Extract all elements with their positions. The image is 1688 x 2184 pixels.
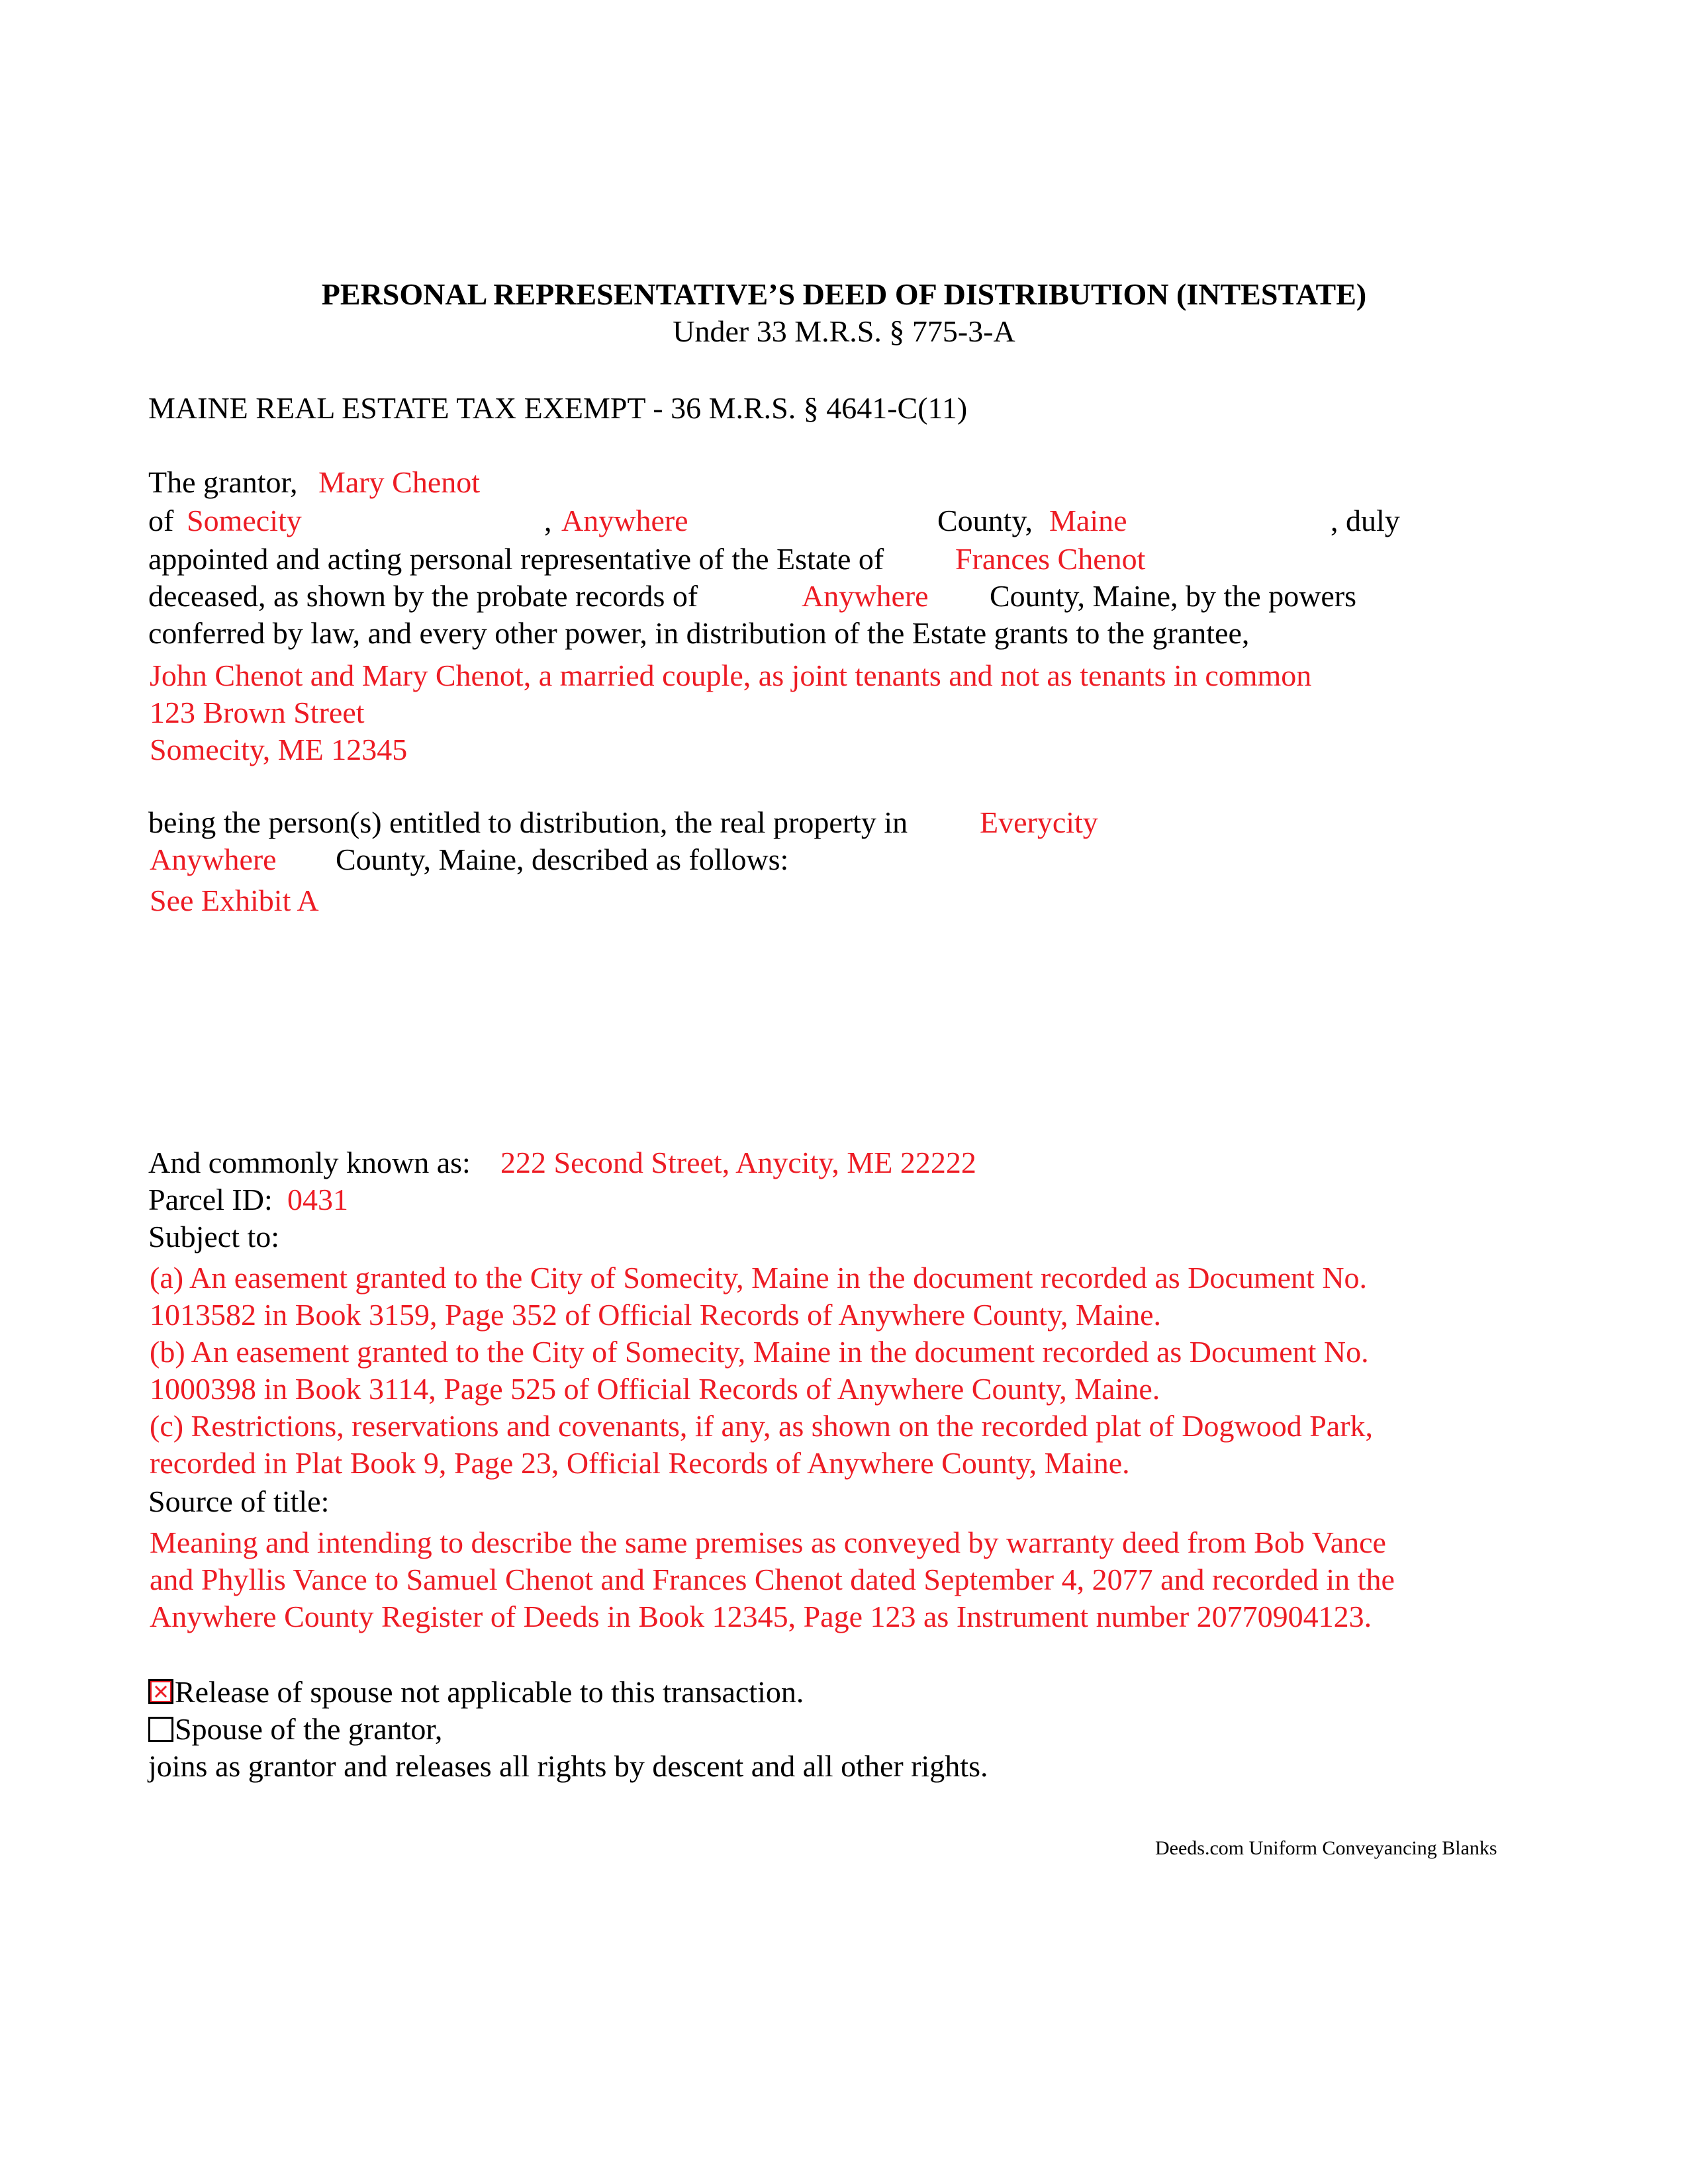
comma-separator: , xyxy=(544,504,552,537)
grantor-town-field[interactable]: Somecity xyxy=(187,504,302,537)
statute-reference: Under 33 M.R.S. § 775-3-A xyxy=(673,314,1015,348)
spouse-label: Spouse of the grantor, xyxy=(175,1712,443,1746)
source-line[interactable]: and Phyllis Vance to Samuel Chenot and Frances Chenot dated September 4, 2077 and recorded in the xyxy=(150,1563,1395,1596)
subject-line[interactable]: (a) An easement granted to the City of Somecity, Maine in the document recorded as Document No. xyxy=(150,1261,1368,1295)
subject-line[interactable]: 1000398 in Book 3114, Page 525 of Official Records of Anywhere County, Maine. xyxy=(150,1372,1160,1406)
grantee-line-3[interactable]: Somecity, ME 12345 xyxy=(150,733,408,766)
county-label: County, xyxy=(937,504,1033,537)
document-title: PERSONAL REPRESENTATIVE’S DEED OF DISTRIBUTION (INTESTATE) xyxy=(321,277,1367,311)
grantor-county-field[interactable]: Anywhere xyxy=(561,504,688,537)
duly-text: , duly xyxy=(1331,504,1400,537)
spouse-checkbox[interactable] xyxy=(148,1717,173,1742)
property-city-field[interactable]: Everycity xyxy=(980,805,1098,839)
joins-text: joins as grantor and releases all rights by descent and all other rights. xyxy=(148,1749,988,1783)
county-described-text: County, Maine, described as follows: xyxy=(336,842,789,876)
entitled-text: being the person(s) entitled to distribution, the real property in xyxy=(148,805,908,839)
subject-line[interactable]: recorded in Plat Book 9, Page 23, Official Records of Anywhere County, Maine. xyxy=(150,1446,1130,1480)
subject-line[interactable]: (c) Restrictions, reservations and covenants, if any, as shown on the recorded plat of Dogwood Park, xyxy=(150,1409,1374,1443)
conferred-text: conferred by law, and every other power, in distribution of the Estate grants to the grantee, xyxy=(148,616,1250,650)
subject-line[interactable]: (b) An easement granted to the City of Somecity, Maine in the document recorded as Document No. xyxy=(150,1335,1369,1369)
parcel-id-field[interactable]: 0431 xyxy=(287,1183,348,1216)
tax-exempt-line: MAINE REAL ESTATE TAX EXEMPT - 36 M.R.S. § 4641-C(11) xyxy=(148,391,968,425)
subject-line[interactable]: 1013582 in Book 3159, Page 352 of Official Records of Anywhere County, Maine. xyxy=(150,1298,1161,1332)
release-na-label: Release of spouse not applicable to this transaction. xyxy=(175,1675,804,1709)
checked-x-icon xyxy=(150,1681,171,1702)
subject-label: Subject to: xyxy=(148,1220,280,1253)
source-of-title-label: Source of title: xyxy=(148,1484,330,1518)
of-label: of xyxy=(148,504,174,537)
source-line[interactable]: Anywhere County Register of Deeds in Book 12345, Page 123 as Instrument number 20770904123. xyxy=(150,1600,1372,1633)
probate-county-field[interactable]: Anywhere xyxy=(802,579,929,613)
deceased-text: deceased, as shown by the probate records of xyxy=(148,579,698,613)
grantor-name-field[interactable]: Mary Chenot xyxy=(318,465,481,499)
release-na-checkbox[interactable] xyxy=(148,1679,173,1704)
estate-name-field[interactable]: Frances Chenot xyxy=(955,542,1146,576)
property-county-field[interactable]: Anywhere xyxy=(150,842,277,876)
grantor-state-field[interactable]: Maine xyxy=(1049,504,1127,537)
footer-brand: Deeds.com Uniform Conveyancing Blanks xyxy=(1155,1837,1497,1859)
parcel-label: Parcel ID: xyxy=(148,1183,273,1216)
grantee-line-2[interactable]: 123 Brown Street xyxy=(150,696,365,729)
county-powers-text: County, Maine, by the powers xyxy=(990,579,1357,613)
grantee-line-1[interactable]: John Chenot and Mary Chenot, a married couple, as joint tenants and not as tenants in common xyxy=(150,659,1312,692)
grantor-label: The grantor, xyxy=(148,465,298,499)
known-as-label: And commonly known as: xyxy=(148,1146,471,1179)
appointed-text: appointed and acting personal representative of the Estate of xyxy=(148,542,884,576)
property-description-field[interactable]: See Exhibit A xyxy=(150,884,319,917)
known-as-field[interactable]: 222 Second Street, Anycity, ME 22222 xyxy=(500,1146,976,1179)
source-line[interactable]: Meaning and intending to describe the same premises as conveyed by warranty deed from Bob Vance xyxy=(150,1525,1386,1559)
